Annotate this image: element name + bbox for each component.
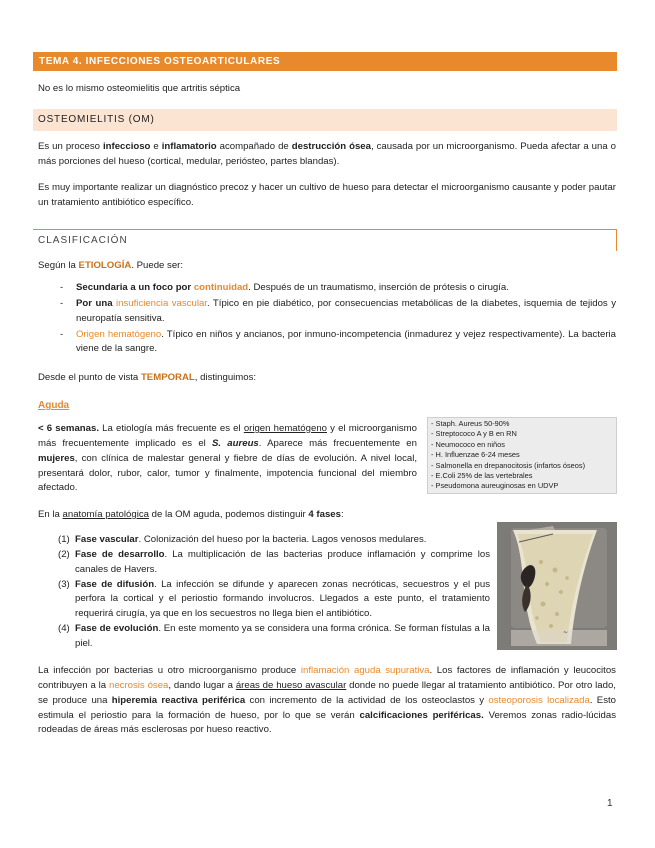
list-item: (4) Fase de evolución. En este momento ya se considera una forma crónica. Se forman fístulas a la piel.: [58, 623, 490, 650]
aguda-paragraph: < 6 semanas. La etiología más frecuente es el origen hematógeno y el microorganismo más frecuentemente implicado es el S. aureus. Aparece más frecuentemente en mujeres, con clínica de malestar general y fiebre de días de evolución. A nivel local, presentará dolor, rubor, calor, tumor y finalmente, impotencia funcional del miembro afectado.: [38, 423, 417, 494]
fases-list: [58, 533, 490, 652]
info-line: - H. Influenzae 6-24 meses: [431, 450, 520, 460]
section-heading-clasificacion: CLASIFICACIÓN: [33, 229, 617, 251]
intro-text: No es lo mismo osteomielitis que artritis séptica: [38, 83, 241, 94]
subsection-title-aguda: Aguda: [38, 400, 70, 411]
info-line: - E.Coli 25% de las vertebrales: [431, 471, 533, 481]
microorganism-info-box: [427, 417, 617, 494]
list-item: (2) Fase de desarrollo. La multiplicación de las bacterias produce inflamación y comprime los canales de Havers.: [58, 548, 490, 575]
section-heading-osteomielitis: OSTEOMIELITIS (OM): [33, 109, 617, 131]
svg-text:~: ~: [563, 629, 569, 636]
etiologia-intro: Según la ETIOLOGÍA. Puede ser:: [38, 260, 184, 271]
chapter-title: TEMA 4. INFECCIONES OSTEOARTICULARES: [33, 52, 617, 71]
bone-illustration-image: [497, 522, 617, 650]
list-item: - Origen hematógeno. Típico en niños y ancianos, por inmuno-incompetencia (inmadurez y vejez respectivamente). La bacteria viene de la sangre.: [60, 328, 616, 355]
list-item: (1) Fase vascular. Colonización del hueso por la bacteria. Lagos venosos medulares.: [58, 534, 427, 545]
temporal-intro: Desde el punto de vista TEMPORAL, distinguimos:: [38, 372, 257, 383]
anatomia-intro: En la anatomía patológica de la OM aguda, podemos distinguir 4 fases:: [38, 509, 344, 520]
final-paragraph: La infección por bacterias u otro microorganismo produce inflamación aguda supurativa. Los factores de inflamación y leucocitos contribuyen a la necrosis ósea, dando lugar a áreas de hueso avascular donde no puede llegar al tratamiento antibiótico. Por otro lado, se produce una hiperemia reactiva periférica con incremento de la actividad de los osteoclastos y osteoporosis localizada. Esto estimula el periostio para la formación de hueso, por lo que se verán calcificaciones periféricas. Veremos zonas radio-lúcidas rodeadas de áreas más esclerosas por hueso reactivo.: [38, 665, 617, 736]
page-number: 1: [607, 798, 613, 809]
etiologia-list: [60, 281, 616, 358]
info-line: - Streptococo A y B en RN: [431, 429, 517, 439]
info-line: - Staph. Aureus 50-90%: [431, 419, 510, 428]
info-line: - Neumococo en niños: [431, 439, 505, 449]
info-line: - Pseudomona aureuginosas en UDVP: [431, 481, 559, 491]
definition-paragraph: Es un proceso infeccioso e inflamatorio acompañado de destrucción ósea, causada por un microorganismo. Pueda afectar a una o más porciones del hueso (cortical, medular, periósteo, partes blandas).: [38, 141, 616, 167]
info-line: - Salmonella en drepanocitosis (infartos óseos): [431, 460, 586, 470]
bone-drawing: [497, 522, 617, 650]
list-item: (3) Fase de difusión. La infección se difunde y aparecen zonas necróticas, secuestros y el pus perfora la cortical y el periostio formando involucros. Llegados a este punto, el tratamiento requerirá cirugía, ya que en los secuestros no llega bien el antibiótico.: [58, 578, 490, 620]
diagnosis-paragraph: Es muy importante realizar un diagnóstico precoz y hacer un cultivo de hueso para detectar el microorganismo causante y poder pautar un tratamiento antibiótico específico.: [38, 182, 616, 208]
list-item: - Secundaria a un foco por continuidad. Después de un traumatismo, inserción de prótesis o cirugía.: [60, 282, 509, 293]
list-item: - Por una insuficiencia vascular. Típico en pie diabético, por consecuencias metabólicas de la diabetes, isquemia de tejidos y neuropatía sensitiva.: [60, 297, 616, 324]
